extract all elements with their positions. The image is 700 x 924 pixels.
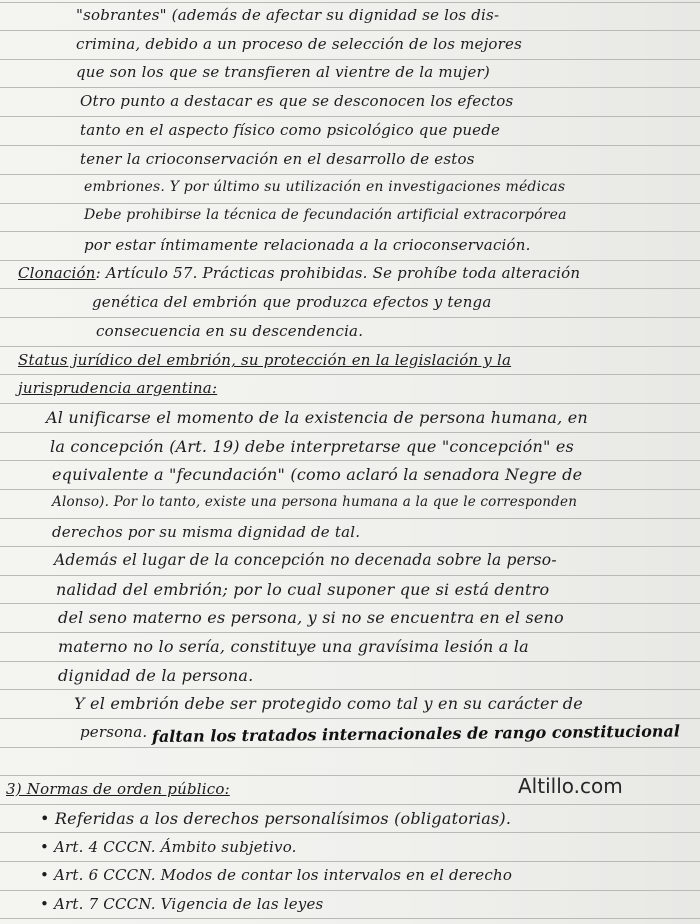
status-line: materno no lo sería, constituye una gravísima lesión a la <box>58 637 529 656</box>
status-line: la concepción (Art. 19) debe interpretarse que "concepción" es <box>50 437 574 456</box>
ruled-line <box>0 832 700 833</box>
ruled-line <box>0 747 700 748</box>
ruled-line <box>0 432 700 433</box>
clonacion-label: Clonación <box>18 264 96 282</box>
status-heading: jurisprudencia argentina: <box>18 379 218 397</box>
ruled-line <box>0 603 700 604</box>
clonacion-line: genética del embrión que produzca efectos y tenga <box>92 293 492 311</box>
ruled-line <box>0 861 700 862</box>
ruled-line <box>0 231 700 232</box>
intro-line: que son los que se transfieren al vientre de la mujer) <box>76 63 490 81</box>
intro-line: Otro punto a destacar es que se desconocen los efectos <box>80 92 514 110</box>
ruled-line <box>0 632 700 633</box>
ruled-line <box>0 317 700 318</box>
ruled-line <box>0 174 700 175</box>
status-line: nalidad del embrión; por lo cual suponer que si está dentro <box>56 580 550 599</box>
intro-line: tener la crioconservación en el desarrollo de estos <box>80 150 475 168</box>
ruled-line <box>0 546 700 547</box>
status-heading: Status jurídico del embrión, su protección en la legislación y la <box>18 351 512 369</box>
ruled-line <box>0 145 700 146</box>
normas-item: • Art. 6 CCCN. Modos de contar los intervalos en el derecho <box>40 866 513 884</box>
ruled-line <box>0 346 700 347</box>
ruled-line <box>0 689 700 690</box>
clonacion-line <box>18 264 580 282</box>
ruled-line <box>0 87 700 88</box>
status-line: equivalente a "fecundación" (como aclaró la senadora Negre de <box>52 465 583 484</box>
ruled-line <box>0 460 700 461</box>
margin-annotation: faltan los tratados internacionales de rango constitucional <box>151 721 681 746</box>
ruled-line <box>0 30 700 31</box>
status-line: Alonso). Por lo tanto, existe una persona humana a la que le corresponden <box>52 494 578 510</box>
ruled-line <box>0 575 700 576</box>
ruled-line <box>0 403 700 404</box>
status-line: Y el embrión debe ser protegido como tal y en su carácter de <box>74 694 583 713</box>
ruled-line <box>0 661 700 662</box>
intro-line: por estar íntimamente relacionada a la crioconservación. <box>84 236 531 254</box>
watermark: Altillo.com <box>518 774 623 798</box>
status-line: Además el lugar de la concepción no decenada sobre la perso- <box>54 551 557 569</box>
ruled-line <box>0 374 700 375</box>
intro-line: tanto en el aspecto físico como psicológico que puede <box>80 121 501 139</box>
ruled-line <box>0 489 700 490</box>
normas-item: • Referidas a los derechos personalísimos (obligatorias). <box>40 809 512 828</box>
status-line: dignidad de la persona. <box>58 666 254 685</box>
ruled-line <box>0 718 700 719</box>
clonacion-line: consecuencia en su descendencia. <box>96 322 364 340</box>
intro-line: "sobrantes" (además de afectar su dignidad se los dis- <box>76 6 500 24</box>
ruled-line <box>0 804 700 805</box>
ruled-line <box>0 918 700 919</box>
intro-line: crimina, debido a un proceso de selección de los mejores <box>76 35 523 53</box>
status-line: derechos por su misma dignidad de tal. <box>52 523 361 541</box>
normas-item: • Art. 7 CCCN. Vigencia de las leyes <box>40 895 324 913</box>
ruled-line <box>0 260 700 261</box>
intro-line: Debe prohibirse la técnica de fecundación artificial extracorpórea <box>84 207 567 223</box>
status-line: del seno materno es persona, y si no se encuentra en el seno <box>58 608 564 627</box>
normas-item: • Art. 4 CCCN. Ámbito subjetivo. <box>40 838 297 856</box>
status-line: persona. <box>80 723 148 741</box>
ruled-line <box>0 890 700 891</box>
ruled-line <box>0 116 700 117</box>
ruled-line <box>0 2 700 3</box>
ruled-line <box>0 518 700 519</box>
ruled-line <box>0 288 700 289</box>
ruled-line <box>0 203 700 204</box>
ruled-line <box>0 59 700 60</box>
status-line: Al unificarse el momento de la existencia de persona humana, en <box>46 408 588 427</box>
normas-heading: 3) Normas de orden público: <box>6 780 230 798</box>
clonacion-text: : Artículo 57. Prácticas prohibidas. Se prohíbe toda alteración <box>95 264 581 282</box>
intro-line: embriones. Y por último su utilización en investigaciones médicas <box>84 179 566 195</box>
